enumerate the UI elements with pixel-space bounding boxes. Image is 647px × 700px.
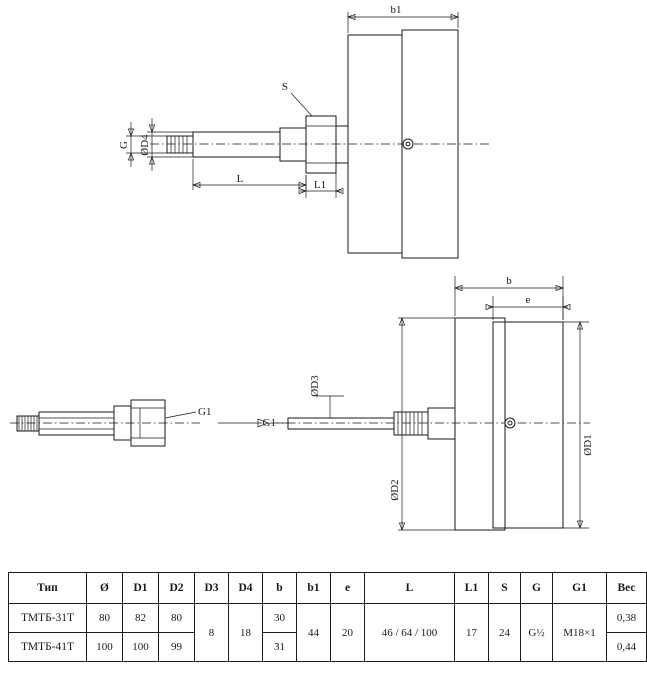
header-g1: G1: [553, 573, 607, 604]
header-b1: b1: [297, 573, 331, 604]
dimension-G1-right: [263, 417, 288, 429]
capillary-stem: [288, 418, 394, 429]
header-l: L: [365, 573, 455, 604]
header-type: Тип: [9, 573, 87, 604]
cell-d2-1: 99: [159, 633, 195, 662]
label-D2: ØD2: [389, 479, 401, 501]
dial2-back-plate: [455, 318, 505, 530]
dimension-e: [486, 294, 570, 320]
header-d2: D2: [159, 573, 195, 604]
cell-s-merged: 24: [489, 604, 521, 662]
label-G1-right: G1: [262, 417, 276, 429]
connector-neck: [336, 126, 348, 163]
table-header-row: [9, 573, 647, 604]
label-L1: L1: [313, 179, 327, 191]
cell-d1-1: 100: [123, 633, 159, 662]
header-b: b: [263, 573, 297, 604]
hex-nut: [306, 116, 336, 173]
cell-b-0: 30: [263, 604, 297, 633]
dimension-D1: [563, 322, 594, 528]
cell-weight-1: 0,44: [607, 633, 647, 662]
dimension-S: [282, 81, 312, 116]
left-probe-stem: [39, 412, 114, 435]
dial-hub: [403, 139, 413, 149]
cell-d2-0: 80: [159, 604, 195, 633]
header-s: S: [489, 573, 521, 604]
label-S: S: [281, 81, 288, 93]
header-g: G: [521, 573, 553, 604]
dimension-b1: [348, 4, 458, 33]
probe-stem: [193, 132, 280, 157]
dimension-D4: [139, 118, 193, 171]
probe-thread-hatch: [167, 136, 187, 153]
label-e: e: [525, 294, 531, 306]
label-D3: ØD3: [309, 375, 321, 397]
dial2-hub: [505, 418, 515, 428]
dimension-b: [455, 275, 563, 320]
cell-d4-merged: 18: [229, 604, 263, 662]
label-D1: ØD1: [582, 434, 594, 456]
label-G: G: [118, 141, 130, 149]
collar: [428, 408, 455, 439]
header-l1: L1: [455, 573, 489, 604]
table-row: [9, 604, 647, 633]
header-weight: Вес: [607, 573, 647, 604]
label-D4: ØD4: [139, 134, 151, 156]
dimension-D3: [309, 375, 344, 418]
cell-e-merged: 20: [331, 604, 365, 662]
cell-type-1: ТМТБ-41Т: [9, 633, 87, 662]
header-d4: D4: [229, 573, 263, 604]
cell-diameter-1: 100: [87, 633, 123, 662]
cell-weight-0: 0,38: [607, 604, 647, 633]
cell-g-merged: G½: [521, 604, 553, 662]
assembly-arrow: [218, 419, 268, 427]
label-G1-left: G1: [198, 406, 212, 418]
cell-g1-merged: M18×1: [553, 604, 607, 662]
spec-table: [8, 572, 647, 662]
top-view: [118, 4, 492, 258]
bottom-right-view: [263, 275, 594, 530]
cell-l-merged: 46 / 64 / 100: [365, 604, 455, 662]
threaded-section-hatch: [398, 412, 422, 435]
left-probe-thread-hatch: [19, 416, 37, 431]
label-b: b: [506, 275, 512, 287]
cell-b1-merged: 44: [297, 604, 331, 662]
header-d1: D1: [123, 573, 159, 604]
dial2-rim: [493, 322, 563, 528]
header-e: e: [331, 573, 365, 604]
threaded-section: [394, 412, 428, 435]
dimension-G1-left: [165, 406, 211, 418]
bottom-left-view: [10, 400, 268, 446]
cell-b-1: 31: [263, 633, 297, 662]
header-d3: D3: [195, 573, 229, 604]
cell-d3-merged: 8: [195, 604, 229, 662]
cell-d1-0: 82: [123, 604, 159, 633]
header-diameter: Ø: [87, 573, 123, 604]
label-b1: b1: [390, 4, 402, 16]
spec-table-container: [8, 572, 637, 662]
dimension-L: [193, 159, 306, 190]
label-L: L: [236, 173, 244, 185]
cell-l1-merged: 17: [455, 604, 489, 662]
probe-shoulder: [280, 128, 306, 161]
cell-type-0: ТМТБ-31Т: [9, 604, 87, 633]
cell-diameter-0: 80: [87, 604, 123, 633]
